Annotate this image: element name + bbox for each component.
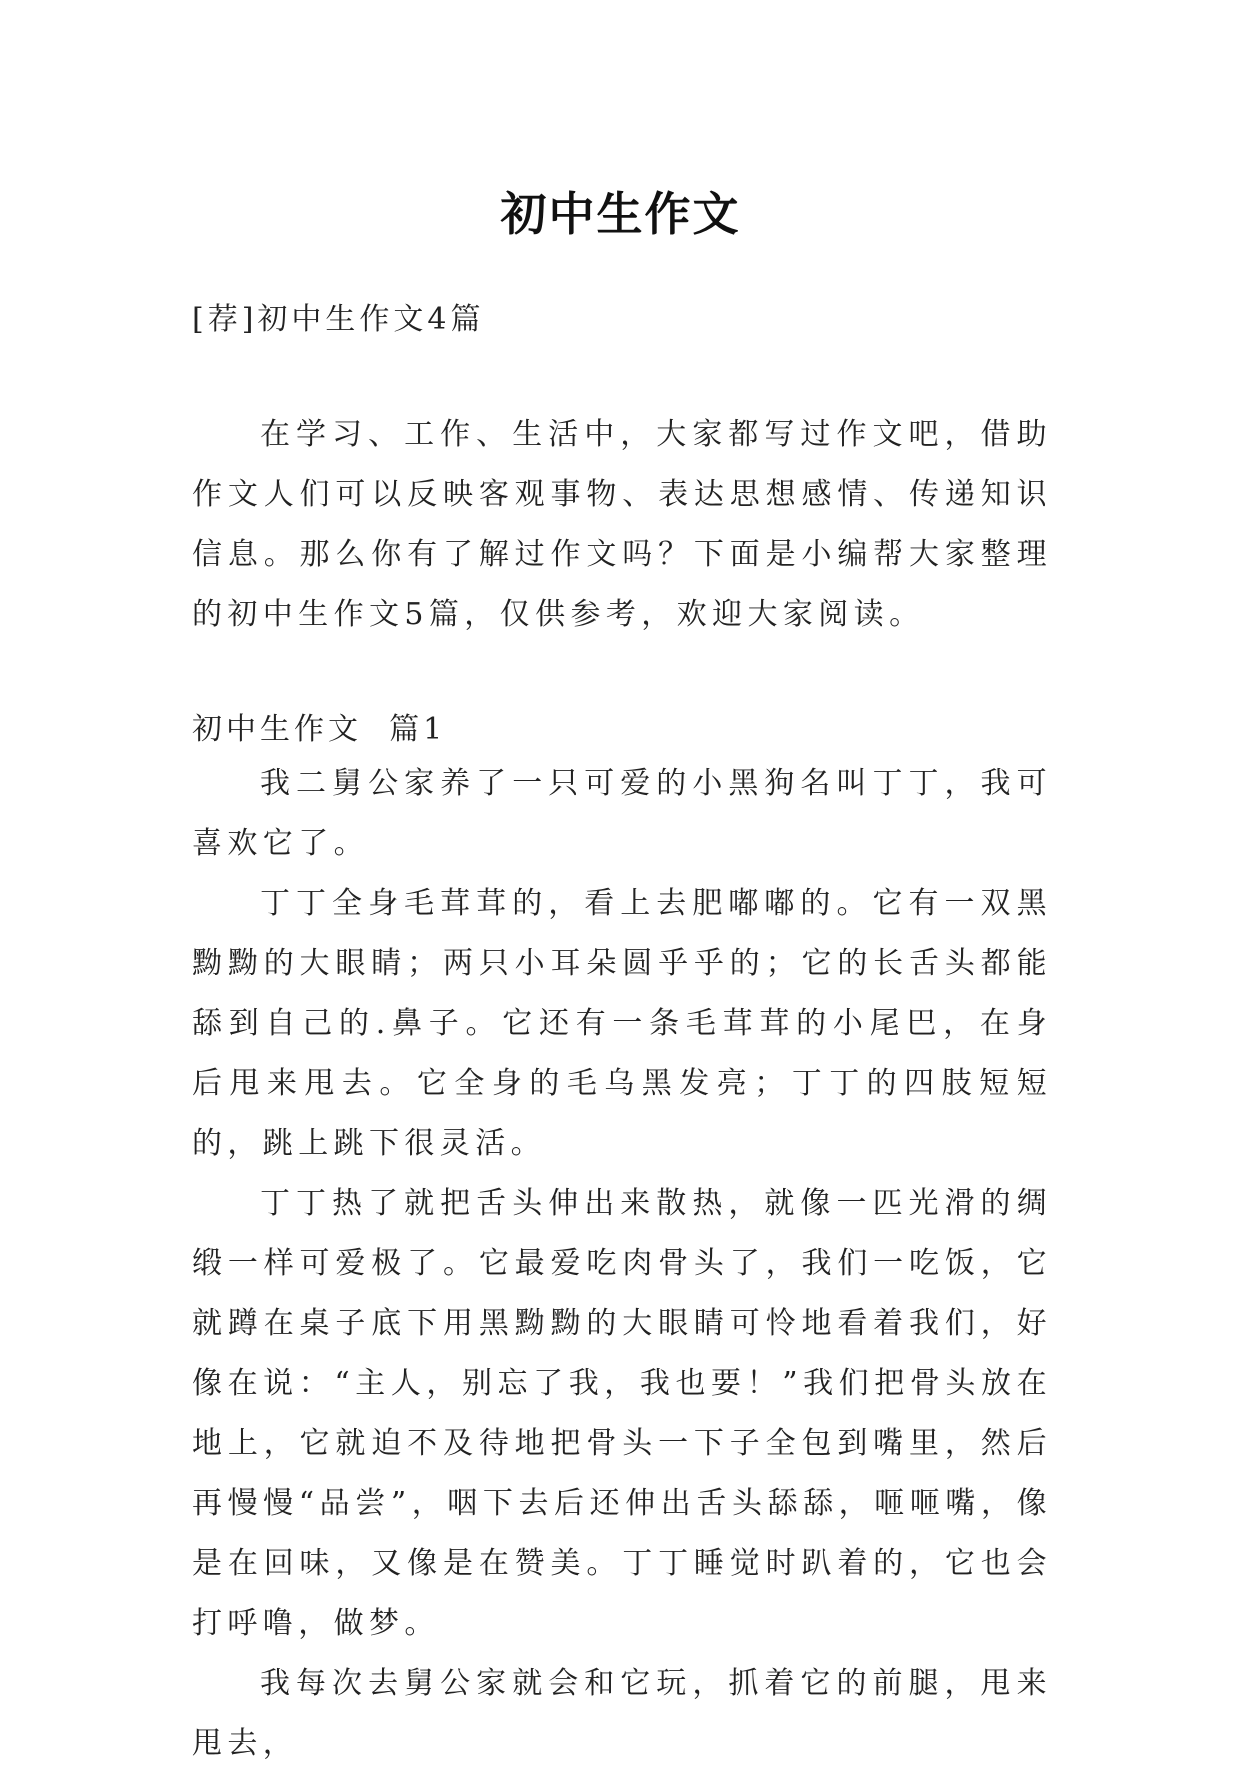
article-paragraph: 丁丁热了就把舌头伸出来散热，就像一匹光滑的绸缎一样可爱极了。它最爱吃肉骨头了，我们一吃饭，它就蹲在桌子底下用黑黝黝的大眼睛可怜地看着我们，好像在说：“主人，别忘了我，我也要！”我们把骨头放在地上，它就迫不及待地把骨头一下子全包到嘴里，然后再慢慢“品尝”，咽下去后还伸出舌头舔舔，咂咂嘴，像是在回味，又像是在赞美。丁丁睡觉时趴着的，它也会打呼噜，做梦。	[192, 1186, 1052, 1641]
article-paragraph: 我二舅公家养了一只可爱的小黑狗名叫丁丁，我可喜欢它了。	[192, 766, 1052, 861]
article-paragraph: 我每次去舅公家就会和它玩，抓着它的前腿，甩来甩去，	[192, 1666, 1052, 1761]
document-subtitle: [荐]初中生作文4篇	[192, 302, 485, 337]
section-heading: 初中生作文 篇1	[192, 712, 447, 747]
article-paragraph: 丁丁全身毛茸茸的，看上去肥嘟嘟的。它有一双黑黝黝的大眼睛；两只小耳朵圆乎乎的；它的长舌头都能舔到自己的.鼻子。它还有一条毛茸茸的小尾巴，在身后甩来甩去。它全身的毛乌黑发亮；丁丁的四肢短短的，跳上跳下很灵活。	[192, 886, 1052, 1161]
intro-paragraph: 在学习、工作、生活中，大家都写过作文吧，借助作文人们可以反映客观事物、表达思想感情、传递知识信息。那么你有了解过作文吗？下面是小编帮大家整理的初中生作文5篇，仅供参考，欢迎大家阅读。	[192, 417, 1052, 632]
article-body	[192, 754, 1052, 1774]
document-title: 初中生作文	[500, 186, 741, 241]
